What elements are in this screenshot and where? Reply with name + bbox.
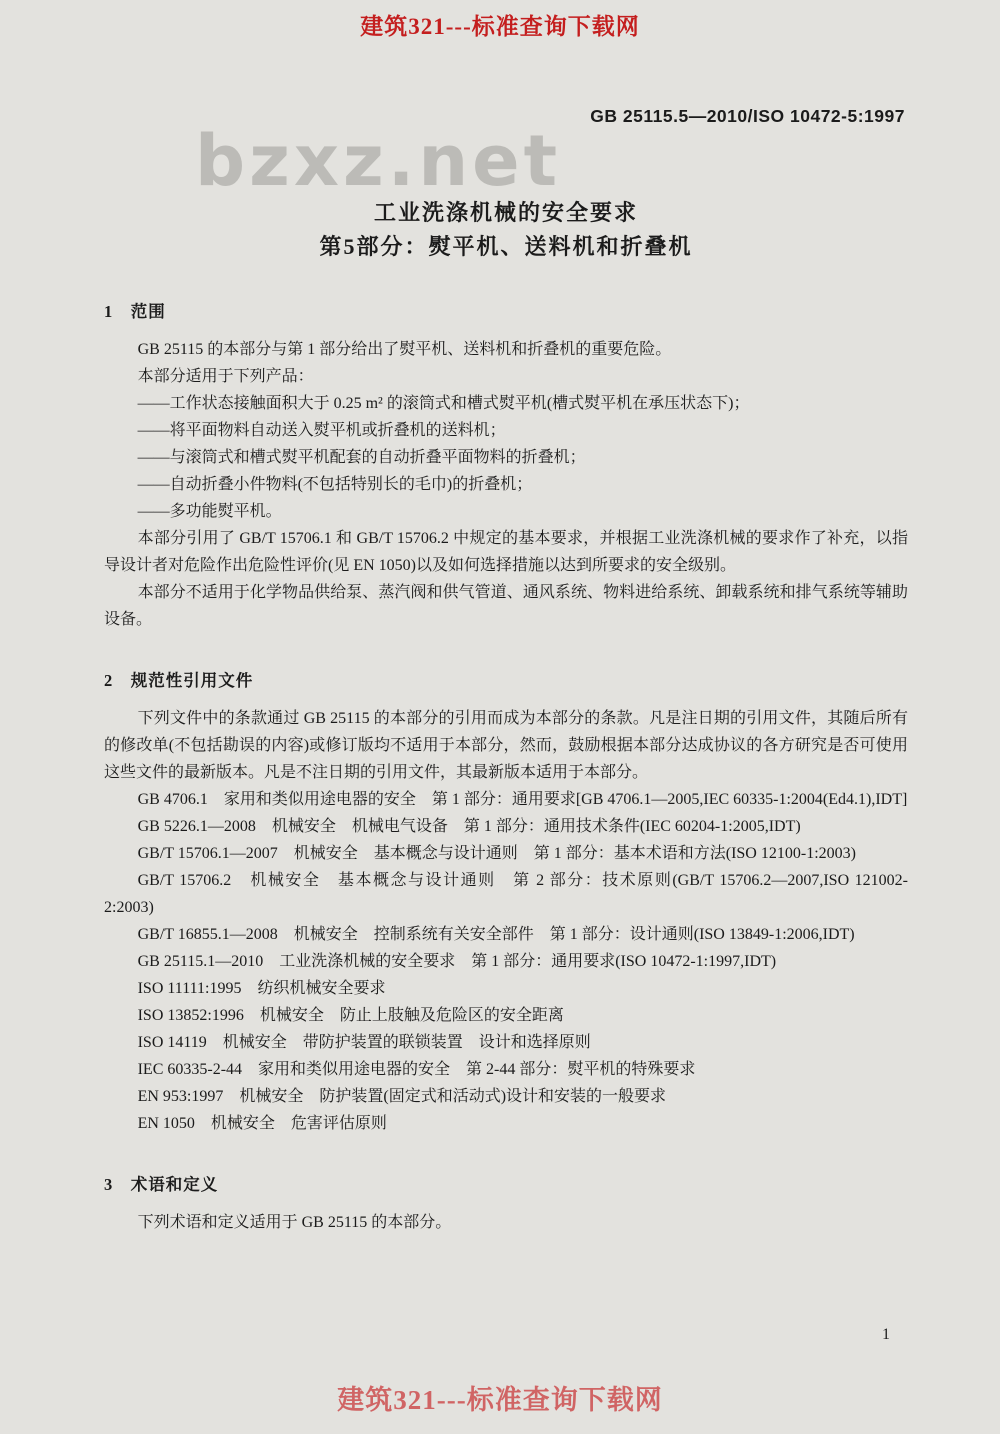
paragraph: 本部分适用于下列产品： xyxy=(137,368,314,385)
reference-entry: ISO 13852:1996 机械安全 防止上肢触及危险区的安全距离 xyxy=(137,1007,564,1024)
list-item: ——将平面物料自动送入熨平机或折叠机的送料机； xyxy=(137,422,506,439)
list-item: ——工作状态接触面积大于 0.25 m² 的滚筒式和槽式熨平机(槽式熨平机在承压状态下)； xyxy=(137,395,750,412)
reference-entry: GB/T 15706.2 机械安全 基本概念与设计通则 第 2 部分：技术原则(GB/T 15706.2—2007,ISO 121002-2:2003) xyxy=(104,872,908,916)
reference-entry: ISO 11111:1995 纺织机械安全要求 xyxy=(137,980,386,997)
list-item: ——自动折叠小件物料(不包括特别长的毛巾)的折叠机； xyxy=(137,476,533,493)
paragraph: 下列文件中的条款通过 GB 25115 的本部分的引用而成为本部分的条款。凡是注日期的引用文件，其随后所有的修改单(不包括勘误的内容)或修订版均不适用于本部分，然而，鼓励根据本部分达成协议的各方研究是否可使用这些文件的最新版本。凡是不注日期的引用文件，其最新版本适用于本部分。 xyxy=(104,710,908,781)
reference-entry: EN 953:1997 机械安全 防护装置(固定式和活动式)设计和安装的一般要求 xyxy=(137,1088,667,1105)
section-heading-normative-references: 2 规范性引用文件 xyxy=(104,671,254,690)
site-banner-top: 建筑321---标准查询下载网 xyxy=(360,14,640,39)
reference-entry: ISO 14119 机械安全 带防护装置的联锁装置 设计和选择原则 xyxy=(137,1034,591,1051)
document-body xyxy=(104,196,908,1236)
paragraph: 本部分不适用于化学物品供给泵、蒸汽阀和供气管道、通风系统、物料进给系统、卸载系统和排气系统等辅助设备。 xyxy=(104,584,908,628)
reference-entry: IEC 60335-2-44 家用和类似用途电器的安全 第 2-44 部分：熨平机的特殊要求 xyxy=(137,1061,696,1078)
document-title-line2: 第5部分：熨平机、送料机和折叠机 xyxy=(319,234,693,259)
paragraph: GB 25115 的本部分与第 1 部分给出了熨平机、送料机和折叠机的重要危险。 xyxy=(137,341,672,358)
section-heading-terms-definitions: 3 术语和定义 xyxy=(104,1175,219,1194)
document-title-line1: 工业洗涤机械的安全要求 xyxy=(373,200,638,225)
reference-entry: GB 5226.1—2008 机械安全 机械电气设备 第 1 部分：通用技术条件(IEC 60204-1:2005,IDT) xyxy=(137,818,801,835)
list-item: ——与滚筒式和槽式熨平机配套的自动折叠平面物料的折叠机； xyxy=(137,449,586,466)
list-item: ——多功能熨平机。 xyxy=(137,503,282,520)
paragraph: 本部分引用了 GB/T 15706.1 和 GB/T 15706.2 中规定的基本要求，并根据工业洗涤机械的要求作了补充，以指导设计者对危险作出危险性评价(见 EN 1050)以及如何选择措施以达到所要求的安全级别。 xyxy=(104,530,908,574)
page-number: 1 xyxy=(882,1326,890,1343)
reference-entry: EN 1050 机械安全 危害评估原则 xyxy=(137,1115,387,1132)
reference-entry: GB/T 16855.1—2008 机械安全 控制系统有关安全部件 第 1 部分：设计通则(ISO 13849-1:2006,IDT) xyxy=(137,926,855,943)
reference-entry: GB 25115.1—2010 工业洗涤机械的安全要求 第 1 部分：通用要求(ISO 10472-1:1997,IDT) xyxy=(137,953,777,970)
standard-number: GB 25115.5—2010/ISO 10472-5:1997 xyxy=(590,106,905,126)
section-heading-scope: 1 范围 xyxy=(104,302,166,321)
reference-entry: GB 4706.1 家用和类似用途电器的安全 第 1 部分：通用要求[GB 4706.1—2005,IEC 60335-1:2004(Ed4.1),IDT] xyxy=(137,791,908,808)
paragraph: 下列术语和定义适用于 GB 25115 的本部分。 xyxy=(137,1214,452,1231)
site-banner-bottom: 建筑321---标准查询下载网 xyxy=(337,1385,663,1415)
reference-entry: GB/T 15706.1—2007 机械安全 基本概念与设计通则 第 1 部分：基本术语和方法(ISO 12100-1:2003) xyxy=(137,845,856,862)
watermark-text: bzxz.net xyxy=(195,120,562,202)
